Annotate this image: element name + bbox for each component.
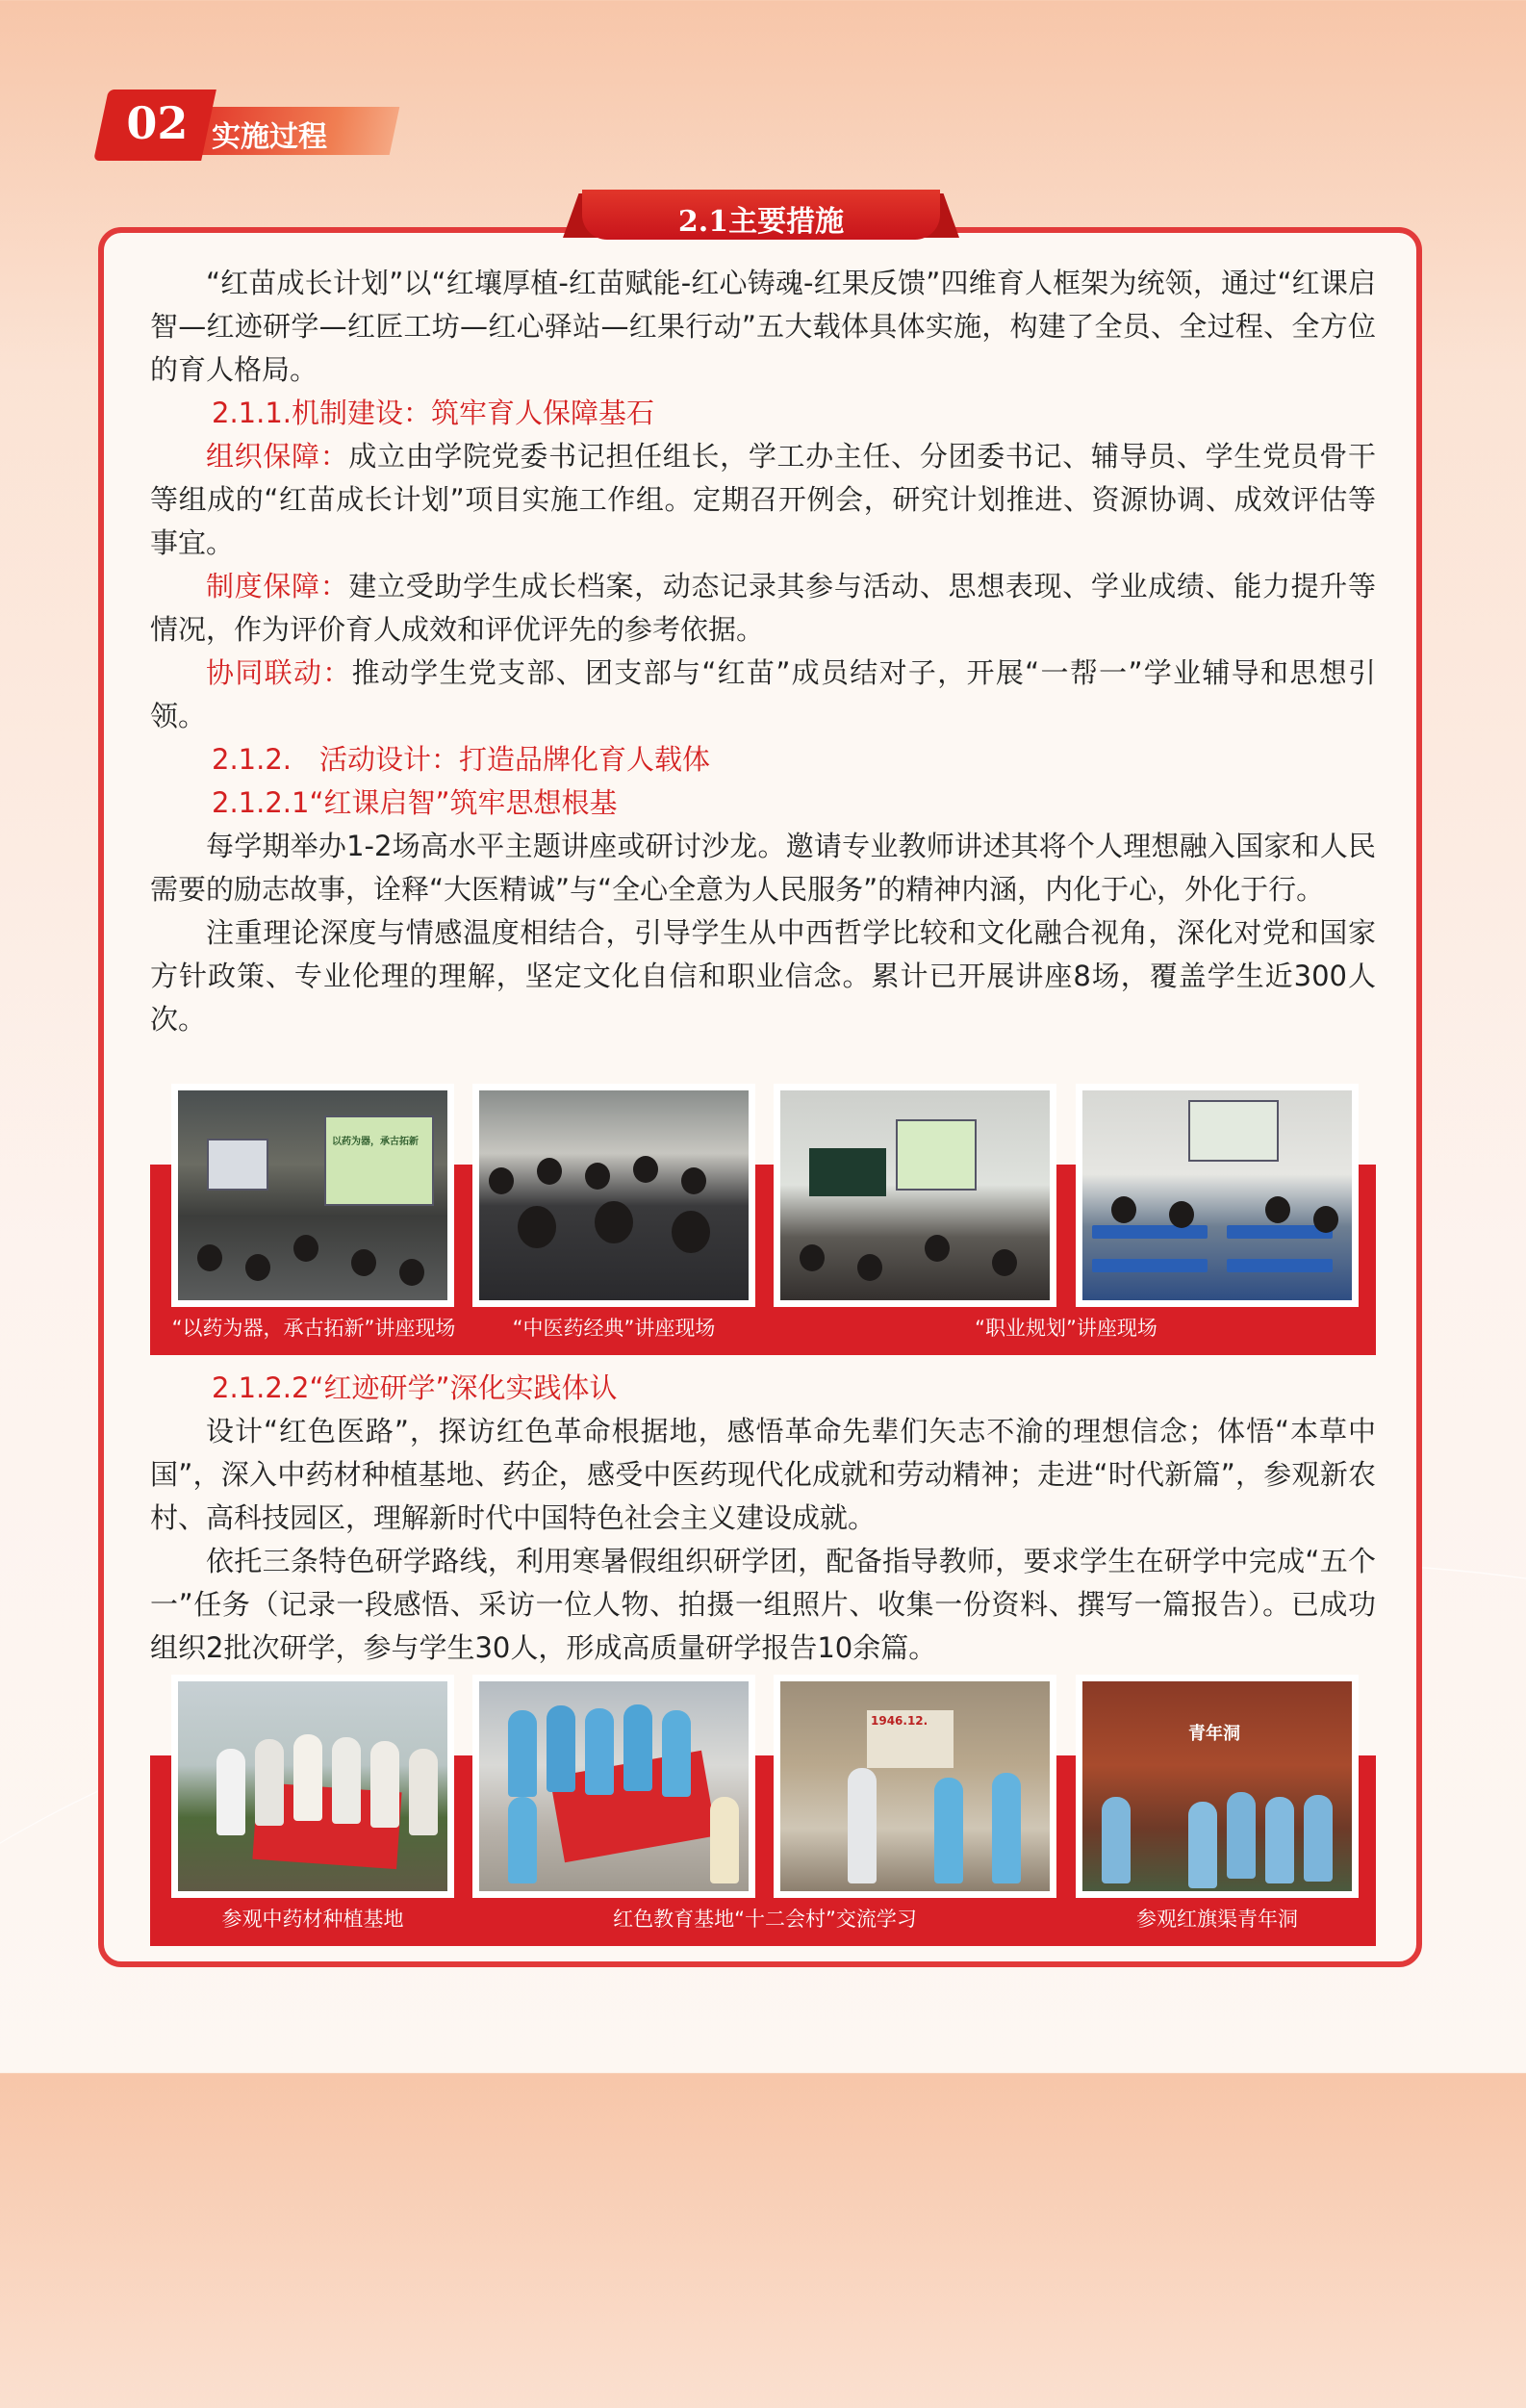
subsection-tab-label: 2.1主要措施 — [677, 205, 845, 239]
text-block-measures — [150, 262, 1376, 1041]
projector-screen — [324, 1115, 434, 1206]
lecture-paragraph-2: 注重理论深度与情感温度相结合，引导学生从中西哲学比较和文化融合视角，深化对党和国家方针政策、专业伦理的理解，坚定文化自信和职业信念。累计已开展讲座8场，覆盖学生近300人次。 — [150, 916, 1376, 1036]
trip-photo-strip — [150, 1675, 1376, 1946]
intro-paragraph: “红苗成长计划”以“红壤厚植-红苗赋能-红心铸魂-红果反馈”四维育人框架为统领，通过“红课启智—红迹研学—红匠工坊—红心驿站—红果行动”五大载体具体实施，构建了全员、全过程、全方位的育人格局。 — [150, 267, 1376, 386]
trip-photo-4 — [1076, 1675, 1359, 1898]
heading-2-1-2-1: 2.1.2.1“红课启智”筑牢思想根基 — [212, 786, 618, 819]
coordination-paragraph — [150, 652, 1376, 738]
section-number-badge — [93, 90, 216, 161]
lecture-photo-2-image — [479, 1090, 749, 1300]
trip-photo-2 — [472, 1675, 755, 1898]
text-block-research — [150, 1367, 1376, 1670]
section-title: 实施过程 — [212, 120, 327, 154]
org-guarantee-label: 组织保障： — [206, 440, 349, 473]
section-number: 02 — [126, 97, 189, 149]
subsection-tab — [563, 190, 959, 242]
system-guarantee-text: 建立受助学生成长档案，动态记录其参与活动、思想表现、学业成绩、能力提升等情况，作为评价育人成效和评优评先的参考依据。 — [150, 570, 1376, 646]
screen-text: 以药为器，承古拓新 — [332, 1137, 419, 1147]
projector-screen — [896, 1119, 977, 1191]
lecture-photo-4 — [1076, 1084, 1359, 1307]
trip-photo-3 — [774, 1675, 1056, 1898]
research-paragraph-1: 设计“红色医路”，探访红色革命根据地，感悟革命先辈们矢志不渝的理想信念；体悟“本草中国”，深入中药材种植基地、药企，感受中医药现代化成就和劳动精神；走进“时代新篇”，参观新农村、高科技园区，理解新时代中国特色社会主义建设成就。 — [150, 1415, 1376, 1534]
lecture-photo-3-image — [780, 1090, 1050, 1300]
trip-photo-4-image — [1082, 1681, 1352, 1891]
org-guarantee-text: 成立由学院党委书记担任组长，学工办主任、分团委书记、辅导员、学生党员骨干等组成的“红苗成长计划”项目实施工作组。定期召开例会，研究计划推进、资源协调、成效评估等事宜。 — [150, 440, 1376, 559]
lecture-photo-1 — [171, 1084, 454, 1307]
coordination-label: 协同联动： — [206, 656, 352, 689]
lecture-photo-strip — [150, 1084, 1376, 1355]
lecture-paragraph-1: 每学期举办1-2场高水平主题讲座或研讨沙龙。邀请专业教师讲述其将个人理想融入国家和人民需要的励志故事，诠释“大医精诚”与“全心全意为人民服务”的精神内涵，内化于心，外化于行。 — [150, 830, 1376, 906]
research-paragraph-2: 依托三条特色研学路线，利用寒暑假组织研学团，配备指导教师，要求学生在研学中完成“五个一”任务（记录一段感悟、采访一位人物、拍摄一组照片、收集一份资料、撰写一篇报告）。已成功组织2批次研学，参与学生30人，形成高质量研学报告10余篇。 — [150, 1545, 1376, 1664]
lecture-caption-1: “以药为器，承古拓新”讲座现场 — [171, 1317, 456, 1340]
lecture-photo-2 — [472, 1084, 755, 1307]
blackboard — [809, 1148, 886, 1196]
system-guarantee-paragraph — [150, 565, 1376, 652]
side-screen — [207, 1139, 268, 1191]
trip-caption-2: 红色教育基地“十二会村”交流学习 — [613, 1908, 917, 1931]
trip-caption-3: 参观红旗渠青年洞 — [1136, 1908, 1298, 1931]
heading-2-1-2: 2.1.2. 活动设计：打造品牌化育人载体 — [212, 743, 711, 776]
coordination-text: 推动学生党支部、团支部与“红苗”成员结对子，开展“一帮一”学业辅导和思想引领。 — [150, 656, 1376, 732]
projector-screen — [1188, 1100, 1279, 1162]
exhibit-sign: 1946.12. — [867, 1710, 954, 1768]
lecture-caption-2: “中医药经典”讲座现场 — [512, 1317, 716, 1340]
system-guarantee-label: 制度保障： — [206, 570, 349, 602]
trip-photo-2-image — [479, 1681, 749, 1891]
section-header — [101, 90, 399, 161]
lecture-photo-4-image — [1082, 1090, 1352, 1300]
org-guarantee-paragraph — [150, 435, 1376, 565]
lecture-caption-3: “职业规划”讲座现场 — [975, 1317, 1157, 1340]
lecture-photo-1-image — [178, 1090, 447, 1300]
heading-2-1-1: 2.1.1.机制建设：筑牢育人保障基石 — [212, 397, 655, 429]
lecture-photo-3 — [774, 1084, 1056, 1307]
trip-photo-1-image — [178, 1681, 447, 1891]
trip-photo-1 — [171, 1675, 454, 1898]
trip-caption-1: 参观中药材种植基地 — [221, 1908, 404, 1931]
trip-photo-3-image — [780, 1681, 1050, 1891]
cliff-inscription: 青年洞 — [1188, 1724, 1240, 1744]
heading-2-1-2-2: 2.1.2.2“红迹研学”深化实践体认 — [212, 1371, 618, 1404]
